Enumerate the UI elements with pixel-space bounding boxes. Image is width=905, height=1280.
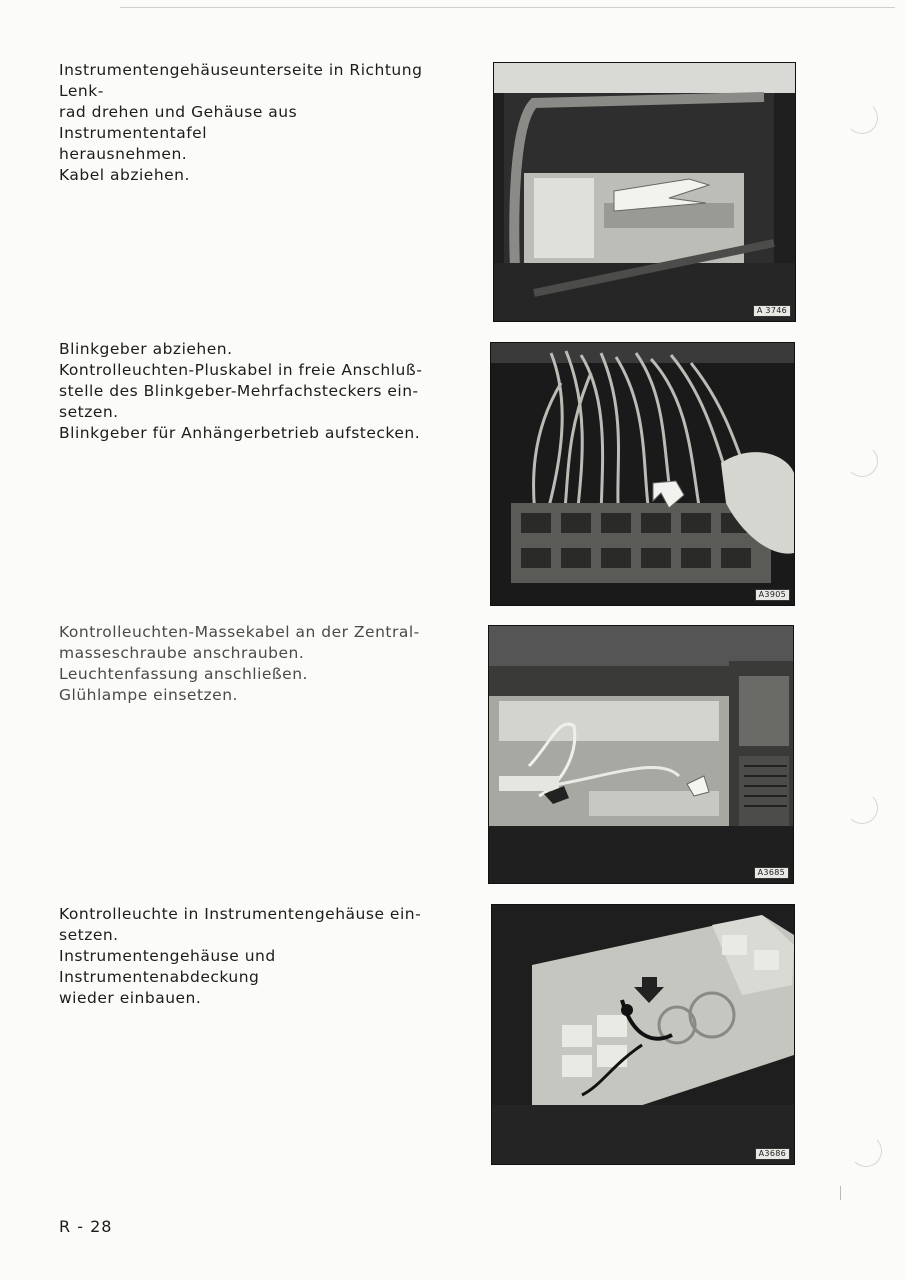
flasher-connector-image xyxy=(491,343,794,605)
step-3-photo xyxy=(488,625,794,884)
step-4-text: Kontrolleuchte in Instrumentengehäuse ein- setzen. Instrumentengehäuse und Instrumentenabdeckung wieder einbauen. xyxy=(59,905,422,1007)
step-2-photo-code: A3905 xyxy=(755,589,790,601)
margin-mark xyxy=(840,1186,841,1200)
page-number: R - 28 xyxy=(59,1217,113,1236)
step-1-photo-code: A 3746 xyxy=(753,305,791,317)
step-2-text: Blinkgeber abziehen. Kontrolleuchten-Pluskabel in freie Anschluß- stelle des Blinkgeber-Mehrfachsteckers ein- setzen. Blinkgeber für Anhängerbetrieb aufstecken. xyxy=(59,340,423,442)
step-1-text: Instrumentengehäuseunterseite in Richtung Lenk- rad drehen und Gehäuse aus Instrumententafel herausnehmen. Kabel abziehen. xyxy=(59,61,423,184)
binder-hole xyxy=(846,102,878,134)
binder-hole xyxy=(846,792,878,824)
step-4-photo-code: A3686 xyxy=(755,1148,790,1160)
warning-lamp-install-image xyxy=(492,905,794,1164)
step-3-photo-code: A3685 xyxy=(754,867,789,879)
instrument-housing-image xyxy=(494,63,795,321)
step-2-photo xyxy=(490,342,795,606)
binder-hole xyxy=(846,445,878,477)
step-4-photo xyxy=(491,904,795,1165)
ground-screw-image xyxy=(489,626,793,883)
step-1-photo xyxy=(493,62,796,322)
top-rule xyxy=(120,7,895,8)
step-3-text: Kontrolleuchten-Massekabel an der Zentral- masseschraube anschrauben. Leuchtenfassung anschließen. Glühlampe einsetzen. xyxy=(59,623,420,704)
binder-hole xyxy=(850,1135,882,1167)
